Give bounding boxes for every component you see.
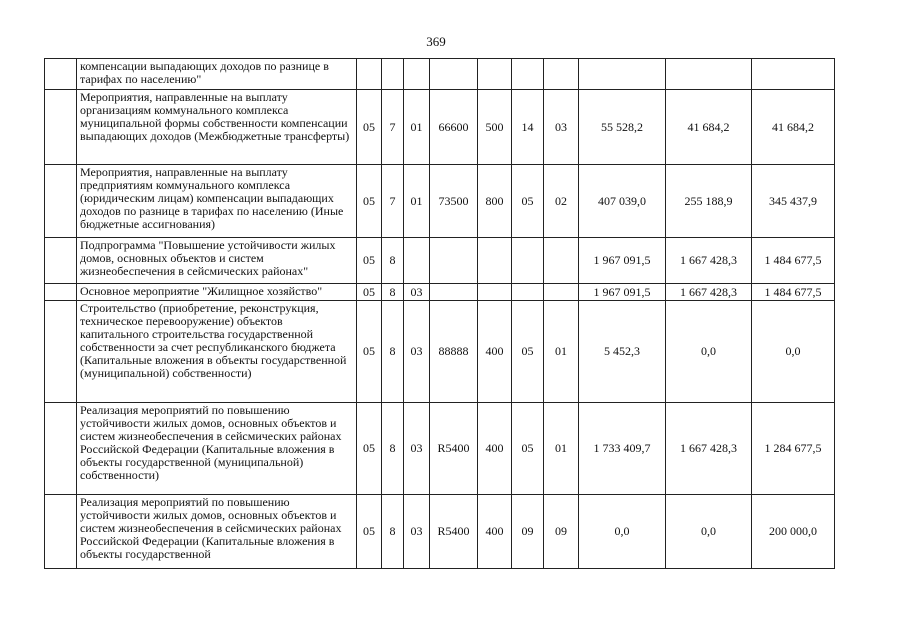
amount-cell: 0,0 xyxy=(579,495,666,569)
code-cell: R5400 xyxy=(430,403,478,495)
amount-cell: 0,0 xyxy=(666,301,752,403)
code-cell: 05 xyxy=(357,284,382,301)
row-stub-cell xyxy=(45,403,77,495)
code-cell: 01 xyxy=(544,403,579,495)
code-cell: 8 xyxy=(382,301,404,403)
code-cell xyxy=(430,238,478,284)
row-stub-cell xyxy=(45,59,77,90)
amount-cell: 1 667 428,3 xyxy=(666,238,752,284)
amount-cell: 1 484 677,5 xyxy=(752,284,835,301)
amount-cell: 1 667 428,3 xyxy=(666,403,752,495)
table-row xyxy=(45,165,835,238)
code-cell xyxy=(512,284,544,301)
code-cell: 05 xyxy=(357,90,382,165)
code-cell xyxy=(512,238,544,284)
code-cell: 01 xyxy=(404,165,430,238)
amount-cell: 1 967 091,5 xyxy=(579,284,666,301)
code-cell: 400 xyxy=(478,301,512,403)
amount-cell xyxy=(666,59,752,90)
row-stub-cell xyxy=(45,284,77,301)
code-cell: 05 xyxy=(512,165,544,238)
amount-cell: 255 188,9 xyxy=(666,165,752,238)
code-cell: 400 xyxy=(478,495,512,569)
row-name: компенсации выпадающих доходов по разнице в тарифах по населению" xyxy=(77,59,357,90)
code-cell: 14 xyxy=(512,90,544,165)
code-cell xyxy=(430,59,478,90)
row-name: Реализация мероприятий по повышению устойчивости жилых домов, основных объектов и систем жизнеобеспечения в сейсмических районах Российской Федерации (Капитальные вложения в объекты государственной xyxy=(77,495,357,569)
row-name: Строительство (приобретение, реконструкция, техническое перевооружение) объектов капитального строительства государственной собственности за счет республиканского бюджета (Капитальные вложения в объекты государственной (муниципальной) собственности) xyxy=(77,301,357,403)
amount-cell: 1 967 091,5 xyxy=(579,238,666,284)
code-cell xyxy=(544,59,579,90)
code-cell: 500 xyxy=(478,90,512,165)
code-cell xyxy=(478,284,512,301)
amount-cell xyxy=(752,59,835,90)
table-row xyxy=(45,495,835,569)
code-cell: 8 xyxy=(382,403,404,495)
row-stub-cell xyxy=(45,495,77,569)
code-cell: 05 xyxy=(357,165,382,238)
code-cell: 8 xyxy=(382,238,404,284)
code-cell: 7 xyxy=(382,165,404,238)
row-stub-cell xyxy=(45,301,77,403)
code-cell: 01 xyxy=(544,301,579,403)
amount-cell: 407 039,0 xyxy=(579,165,666,238)
amount-cell: 0,0 xyxy=(752,301,835,403)
table-row xyxy=(45,90,835,165)
code-cell xyxy=(382,59,404,90)
code-cell: 88888 xyxy=(430,301,478,403)
code-cell: 800 xyxy=(478,165,512,238)
amount-cell: 5 452,3 xyxy=(579,301,666,403)
code-cell xyxy=(357,59,382,90)
budget-table xyxy=(44,58,835,569)
amount-cell xyxy=(579,59,666,90)
row-name: Реализация мероприятий по повышению устойчивости жилых домов, основных объектов и систем жизнеобеспечения в сейсмических районах Российской Федерации (Капитальные вложения в объекты государственной (муниципальной) собственности) xyxy=(77,403,357,495)
table-row xyxy=(45,59,835,90)
code-cell xyxy=(478,59,512,90)
code-cell: 03 xyxy=(544,90,579,165)
code-cell: 73500 xyxy=(430,165,478,238)
row-stub-cell xyxy=(45,165,77,238)
code-cell: 03 xyxy=(404,495,430,569)
code-cell: 66600 xyxy=(430,90,478,165)
row-name: Подпрограмма "Повышение устойчивости жилых домов, основных объектов и систем жизнеобеспечения в сейсмических районах" xyxy=(77,238,357,284)
amount-cell: 1 484 677,5 xyxy=(752,238,835,284)
table-row xyxy=(45,403,835,495)
code-cell: 400 xyxy=(478,403,512,495)
code-cell xyxy=(404,59,430,90)
code-cell: 05 xyxy=(357,495,382,569)
amount-cell: 1 284 677,5 xyxy=(752,403,835,495)
code-cell xyxy=(430,284,478,301)
row-name: Мероприятия, направленные на выплату предприятиям коммунального комплекса (юридическим лицам) компенсации выпадающих доходов по разнице в тарифах по населению (Иные бюджетные ассигнования) xyxy=(77,165,357,238)
code-cell: 8 xyxy=(382,495,404,569)
amount-cell: 345 437,9 xyxy=(752,165,835,238)
amount-cell: 0,0 xyxy=(666,495,752,569)
code-cell xyxy=(544,238,579,284)
code-cell: 03 xyxy=(404,403,430,495)
code-cell: 05 xyxy=(512,403,544,495)
code-cell xyxy=(544,284,579,301)
code-cell: 05 xyxy=(357,238,382,284)
table-row xyxy=(45,238,835,284)
code-cell: 02 xyxy=(544,165,579,238)
row-name: Основное мероприятие "Жилищное хозяйство" xyxy=(77,284,357,301)
row-name: Мероприятия, направленные на выплату организациям коммунального комплекса муниципальной формы собственности компенсации выпадающих доходов (Межбюджетные трансферты) xyxy=(77,90,357,165)
table-row xyxy=(45,284,835,301)
page-number: 369 xyxy=(426,34,446,49)
amount-cell: 55 528,2 xyxy=(579,90,666,165)
code-cell: 09 xyxy=(544,495,579,569)
code-cell: 09 xyxy=(512,495,544,569)
amount-cell: 41 684,2 xyxy=(752,90,835,165)
code-cell: 05 xyxy=(357,403,382,495)
code-cell: 8 xyxy=(382,284,404,301)
code-cell: 05 xyxy=(512,301,544,403)
amount-cell: 1 667 428,3 xyxy=(666,284,752,301)
code-cell: 05 xyxy=(357,301,382,403)
row-stub-cell xyxy=(45,238,77,284)
code-cell: 7 xyxy=(382,90,404,165)
row-stub-cell xyxy=(45,90,77,165)
table-row xyxy=(45,301,835,403)
amount-cell: 200 000,0 xyxy=(752,495,835,569)
code-cell: R5400 xyxy=(430,495,478,569)
amount-cell: 1 733 409,7 xyxy=(579,403,666,495)
code-cell xyxy=(478,238,512,284)
code-cell xyxy=(512,59,544,90)
amount-cell: 41 684,2 xyxy=(666,90,752,165)
code-cell: 03 xyxy=(404,301,430,403)
code-cell: 03 xyxy=(404,284,430,301)
code-cell: 01 xyxy=(404,90,430,165)
code-cell xyxy=(404,238,430,284)
